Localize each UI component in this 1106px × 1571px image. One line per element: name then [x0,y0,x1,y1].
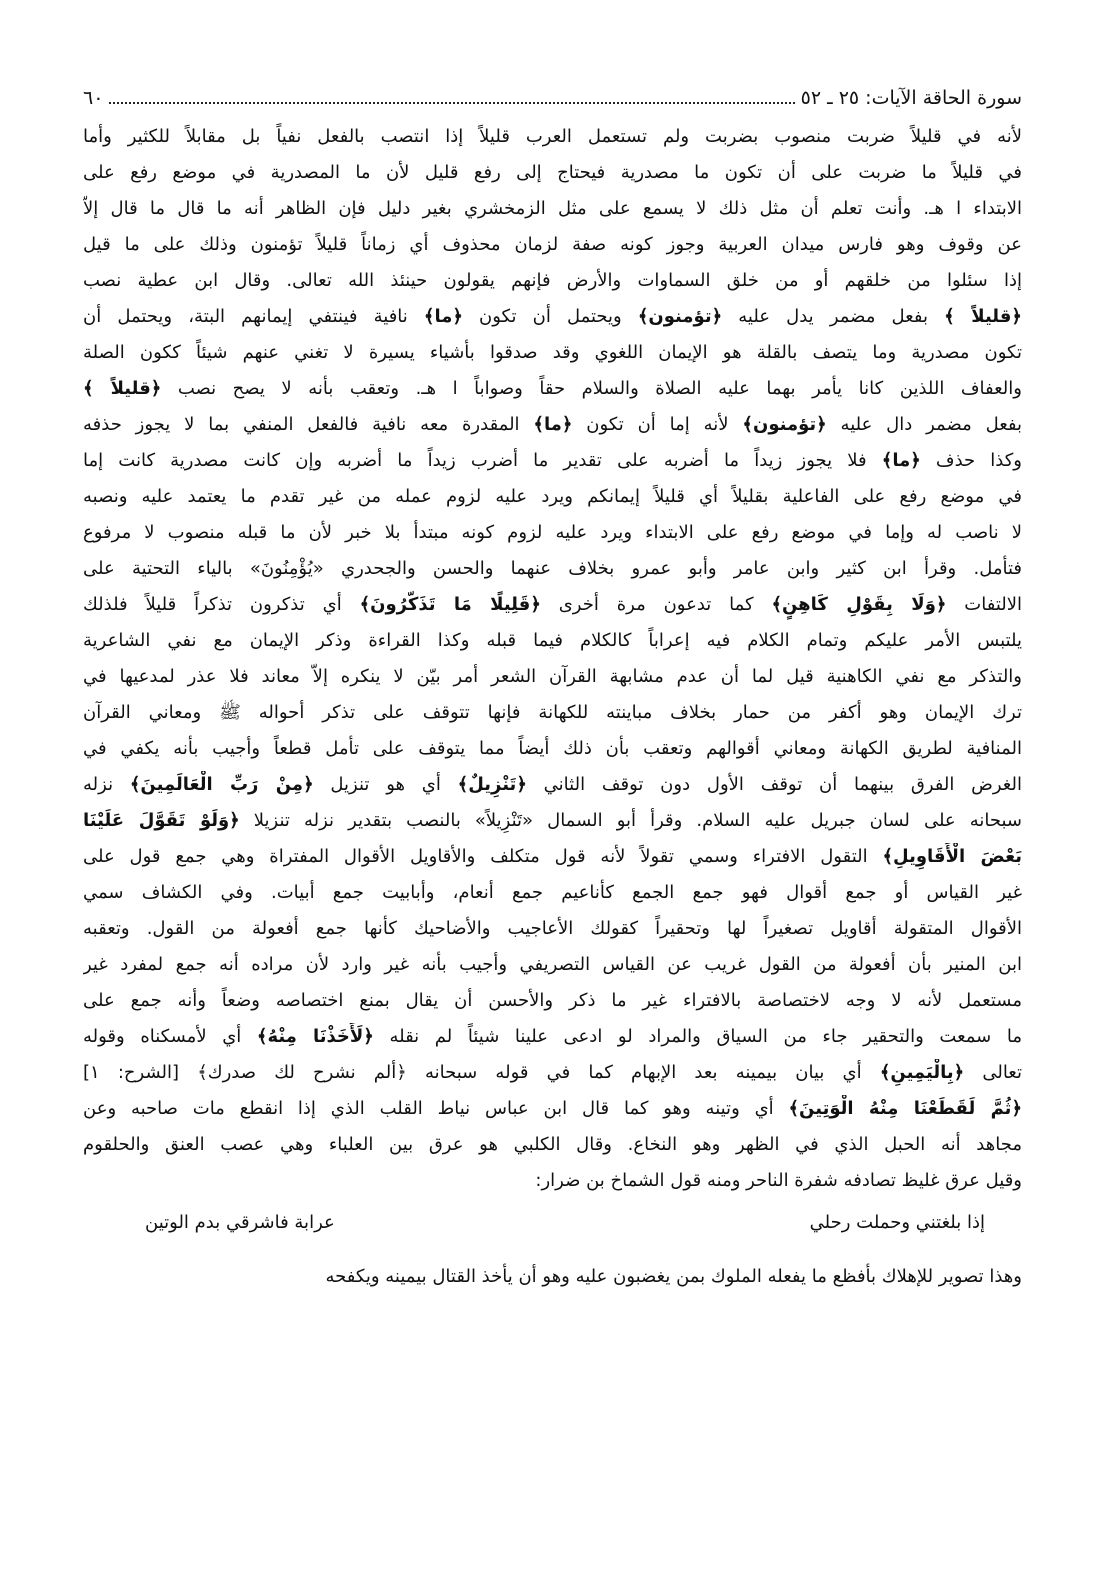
text-segment: كما تدعون مرة أخرى [540,594,772,615]
text-segment: نزله [83,774,130,795]
text-line [83,951,1022,981]
text-segment: التقول الافتراء وسمي تقولاً لأنه قول متكلف والأقاويل الأقوال المفتراة وهي جمع قول على [83,846,883,867]
text-segment: ترك الإيمان وهو أكفر من حمار بخلاف مباينته للكهانة فإنها تتوقف على تذكر أحواله ﷺ ومعاني القرآن [83,702,1022,723]
text-line [83,267,1022,297]
text-line [83,1131,1022,1161]
text-line [83,699,1022,729]
text-line [83,663,1022,693]
text-line [83,303,1022,333]
text-segment: ويحتمل أن تكون [462,306,638,327]
text-segment: المنافية لطريق الكهانة ومعاني أقوالهم وتعقب بأن ذلك أيضاً مما يتوقف على تأمل قطعاً وأجيب بأنه يكفي في [83,738,1022,759]
text-segment: في موضع رفع على الفاعلية بقليلاً أي قليلاً إيمانكم ويرد عليه لزوم عمله من غير تقدم ما يعتمد عليه ونصبه [83,486,1022,507]
text-segment: تعالى [964,1062,1022,1083]
quran-quote: ﴿وَلَا بِقَوْلِ كَاهِنٍ﴾ [771,594,947,615]
quran-quote: ﴿قليلاً ﴾ [944,306,1022,327]
page-number: ٦٠ [83,87,104,109]
text-segment: فتأمل. وقرأ ابن كثير وابن عامر وأبو عمرو بخلاف عنهما والحسن والجحدري «يُؤْمِنُونَ» بالياء التحتية على [83,558,1022,579]
text-line [83,339,1022,369]
text-line [83,123,1022,153]
quran-quote: ﴿وَلَوْ تَقَوَّلَ عَلَيْنَا [83,810,240,831]
text-segment: فلا يجوز زيداً ما أضربه على تقدير ما أضرب زيداً ما أضربه وإن كانت مصدرية كانت إما [83,450,882,471]
text-segment: مجاهد أنه الحبل الذي في الظهر وهو النخاع. وقال الكلبي هو عرق بين العلباء وهي عصب العنق والحلقوم [83,1134,1022,1155]
text-line [83,411,1022,441]
text-segment: بفعل مضمر دال عليه [826,414,1022,435]
text-line [83,231,1022,261]
quran-quote: ﴿ما﴾ [533,414,573,435]
text-segment: أي وتينه وهو كما قال ابن عباس نياط القلب الذي إذا انقطع مات صاحبه وعن [83,1098,789,1119]
text-segment: لأنه في قليلاً ضربت منصوب بضربت ولم تستعمل العرب قليلاً إذا انتصب بالفعل نفياً بل مقابلاً للكثير وأما [83,126,1022,147]
text-line [83,735,1022,765]
text-line [83,195,1022,225]
text-segment: مستعمل لأنه لا وجه لاختصاصة بالافتراء غير ما ذكر والأحسن أن يقال بمنع اختصاصه وضعاً وأنه جمع على [83,990,1022,1011]
quran-quote: ﴿بِالْيَمِينِ﴾ [879,1062,965,1083]
quran-quote: ﴿ثُمَّ لَقَطَعْنَا مِنْهُ الْوَتِينَ﴾ [788,1098,1022,1119]
text-line [83,519,1022,549]
quran-quote: ﴿ما﴾ [423,306,463,327]
quran-quote: ﴿تؤمنون﴾ [637,306,723,327]
quran-quote: ﴿تؤمنون﴾ [742,414,827,435]
text-line [83,555,1022,585]
text-line [83,1167,1022,1197]
verse-first-hemistich: إذا بلغتني وحملت رحلي [809,1212,985,1233]
quran-quote: ﴿لَأَخَذْنَا مِنْهُ﴾ [256,1026,374,1047]
text-segment: أي بيان بيمينه بعد الإبهام كما في قوله سبحانه ﴿ألم نشرح لك صدرك﴾ [الشرح: ١] [83,1062,880,1083]
text-line [83,1059,1022,1089]
text-segment: تكون مصدرية وما يتصف بالقلة هو الإيمان اللغوي وقد صدقوا بأشياء يسيرة لا تغني عنهم شيئاً ككون الصلة [83,342,1022,363]
final-line: وهذا تصوير للإهلاك بأفظع ما يفعله الملوك بمن يغضبون عليه وهو أن يأخذ القتال بيمينه ويكفحه [325,1266,1022,1287]
verse-second-hemistich: عرابة فاشرقي بدم الوتين [145,1212,335,1233]
text-segment: الأقوال المتقولة أقاويل تصغيراً لها وتحقيراً كقولك الأعاجيب والأضاحيك كأنها جمع أفعولة من القول. وتعقبه [83,918,1022,939]
text-segment: أي تذكرون تذكراً قليلاً فلذلك [83,594,360,615]
quran-quote: ﴿قليلاً ﴾ [83,378,162,399]
text-segment: ابن المنير بأن أفعولة من القول غريب عن القياس التصريفي وأجيب بأنه غير وارد لأن مراده أنه جمع لمفرد غير [83,954,1022,975]
text-line [83,807,1022,837]
text-line [83,159,1022,189]
text-line [83,447,1022,477]
quran-quote: ﴿مِنْ رَبِّ الْعَالَمِينَ﴾ [129,774,314,795]
text-line [83,483,1022,513]
quran-quote: ﴿ما﴾ [881,450,921,471]
running-title: سورة الحاقة الآيات: ٢٥ ـ ٥٢ [800,87,1022,109]
text-segment: لا ناصب له وإما في موضع رفع على الابتداء ويرد عليه لزوم كونه مبتدأ بلا خبر لأن ما قبله منصوب لا مرفوع [83,522,1022,543]
quran-quote: بَعْضَ الْأَقَاوِيلِ﴾ [882,846,1022,867]
quran-quote: ﴿قَلِيلًا مَا تَذَكَّرُونَ﴾ [359,594,541,615]
text-line [83,1095,1022,1125]
text-segment: وقيل عرق غليظ تصادفه شفرة الناحر ومنه قول الشماخ بن ضرار: [535,1170,1022,1191]
text-segment: الابتداء ا هـ. وأنت تعلم أن مثل ذلك لا يسمع على مثل الزمخشري بغير دليل فإن الظاهر أنه ما قال ما قال إلاّ [83,198,1022,219]
text-segment: في قليلاً ما ضربت على أن تكون ما مصدرية فيحتاج إلى رفع قليل لأن ما المصدرية في موضع رفع على [83,162,1022,183]
text-segment: الالتفات [946,594,1022,615]
text-line [83,843,1022,873]
text-segment: إذا سئلوا من خلقهم أو من خلق السماوات والأرض فإنهم يقولون حينئذ الله تعالى. وقال ابن عطية نصب [83,270,1022,291]
text-line [83,627,1022,657]
text-segment: سبحانه على لسان جبريل عليه السلام. وقرأ أبو السمال «تَنْزِيلاً» بالنصب بتقدير نزله تنزيلا [239,810,1022,831]
dotted-leader [109,86,794,104]
text-line [83,879,1022,909]
text-segment: يلتبس الأمر عليكم وتمام الكلام فيه إعراباً كالكلام فيما قبله وكذا القراءة وذكر الإيمان مع نفي الشاعرية [83,630,1022,651]
text-line [83,375,1022,405]
text-segment: عن وقوف وهو فارس ميدان العربية وجوز كونه صفة لزمان محذوف أي زماناً قليلاً تؤمنون وذلك على ما قيل [83,234,1022,255]
text-segment: لأنه إما أن تكون [572,414,743,435]
text-line [83,1023,1022,1053]
text-segment: المقدرة معه نافية فالفعل المنفي بما لا يجوز حذفه [83,414,534,435]
running-header [83,86,1022,116]
text-segment: أي هو تنزيل [313,774,458,795]
text-line [83,591,1022,621]
text-line [83,771,1022,801]
text-segment: غير القياس أو جمع أقوال فهو جمع الجمع كأناعيم جمع أنعام، وأبابيت جمع أبيات. وفي الكشاف سمي [83,882,1022,903]
text-segment: وكذا حذف [920,450,1022,471]
text-line [83,987,1022,1017]
text-segment: نافية فينتفي إيمانهم البتة، ويحتمل أن [83,306,424,327]
text-segment: ما سمعت والتحقير جاء من السياق والمراد لو ادعى علينا شيئاً لم نقله [373,1026,1022,1047]
text-segment: بفعل مضمر يدل عليه [722,306,945,327]
text-segment: الغرض الفرق بينهما أن توقف الأول دون توقف الثاني [526,774,1022,795]
text-segment: أي لأمسكناه وقوله [83,1026,257,1047]
quran-quote: ﴿تَنْزِيلٌ﴾ [457,774,527,795]
text-segment: والعفاف اللذين كانا يأمر بهما عليه الصلاة والسلام حقاً وصواباً ا هـ. وتعقب بأنه لا يصح نصب [161,378,1022,399]
text-line [83,915,1022,945]
text-segment: والتذكر مع نفي الكاهنية قيل لما أن عدم مشابهة القرآن الشعر أمر بيّن لا ينكره إلاّ معاند فلا عذر لمدعيها في [83,666,1022,687]
